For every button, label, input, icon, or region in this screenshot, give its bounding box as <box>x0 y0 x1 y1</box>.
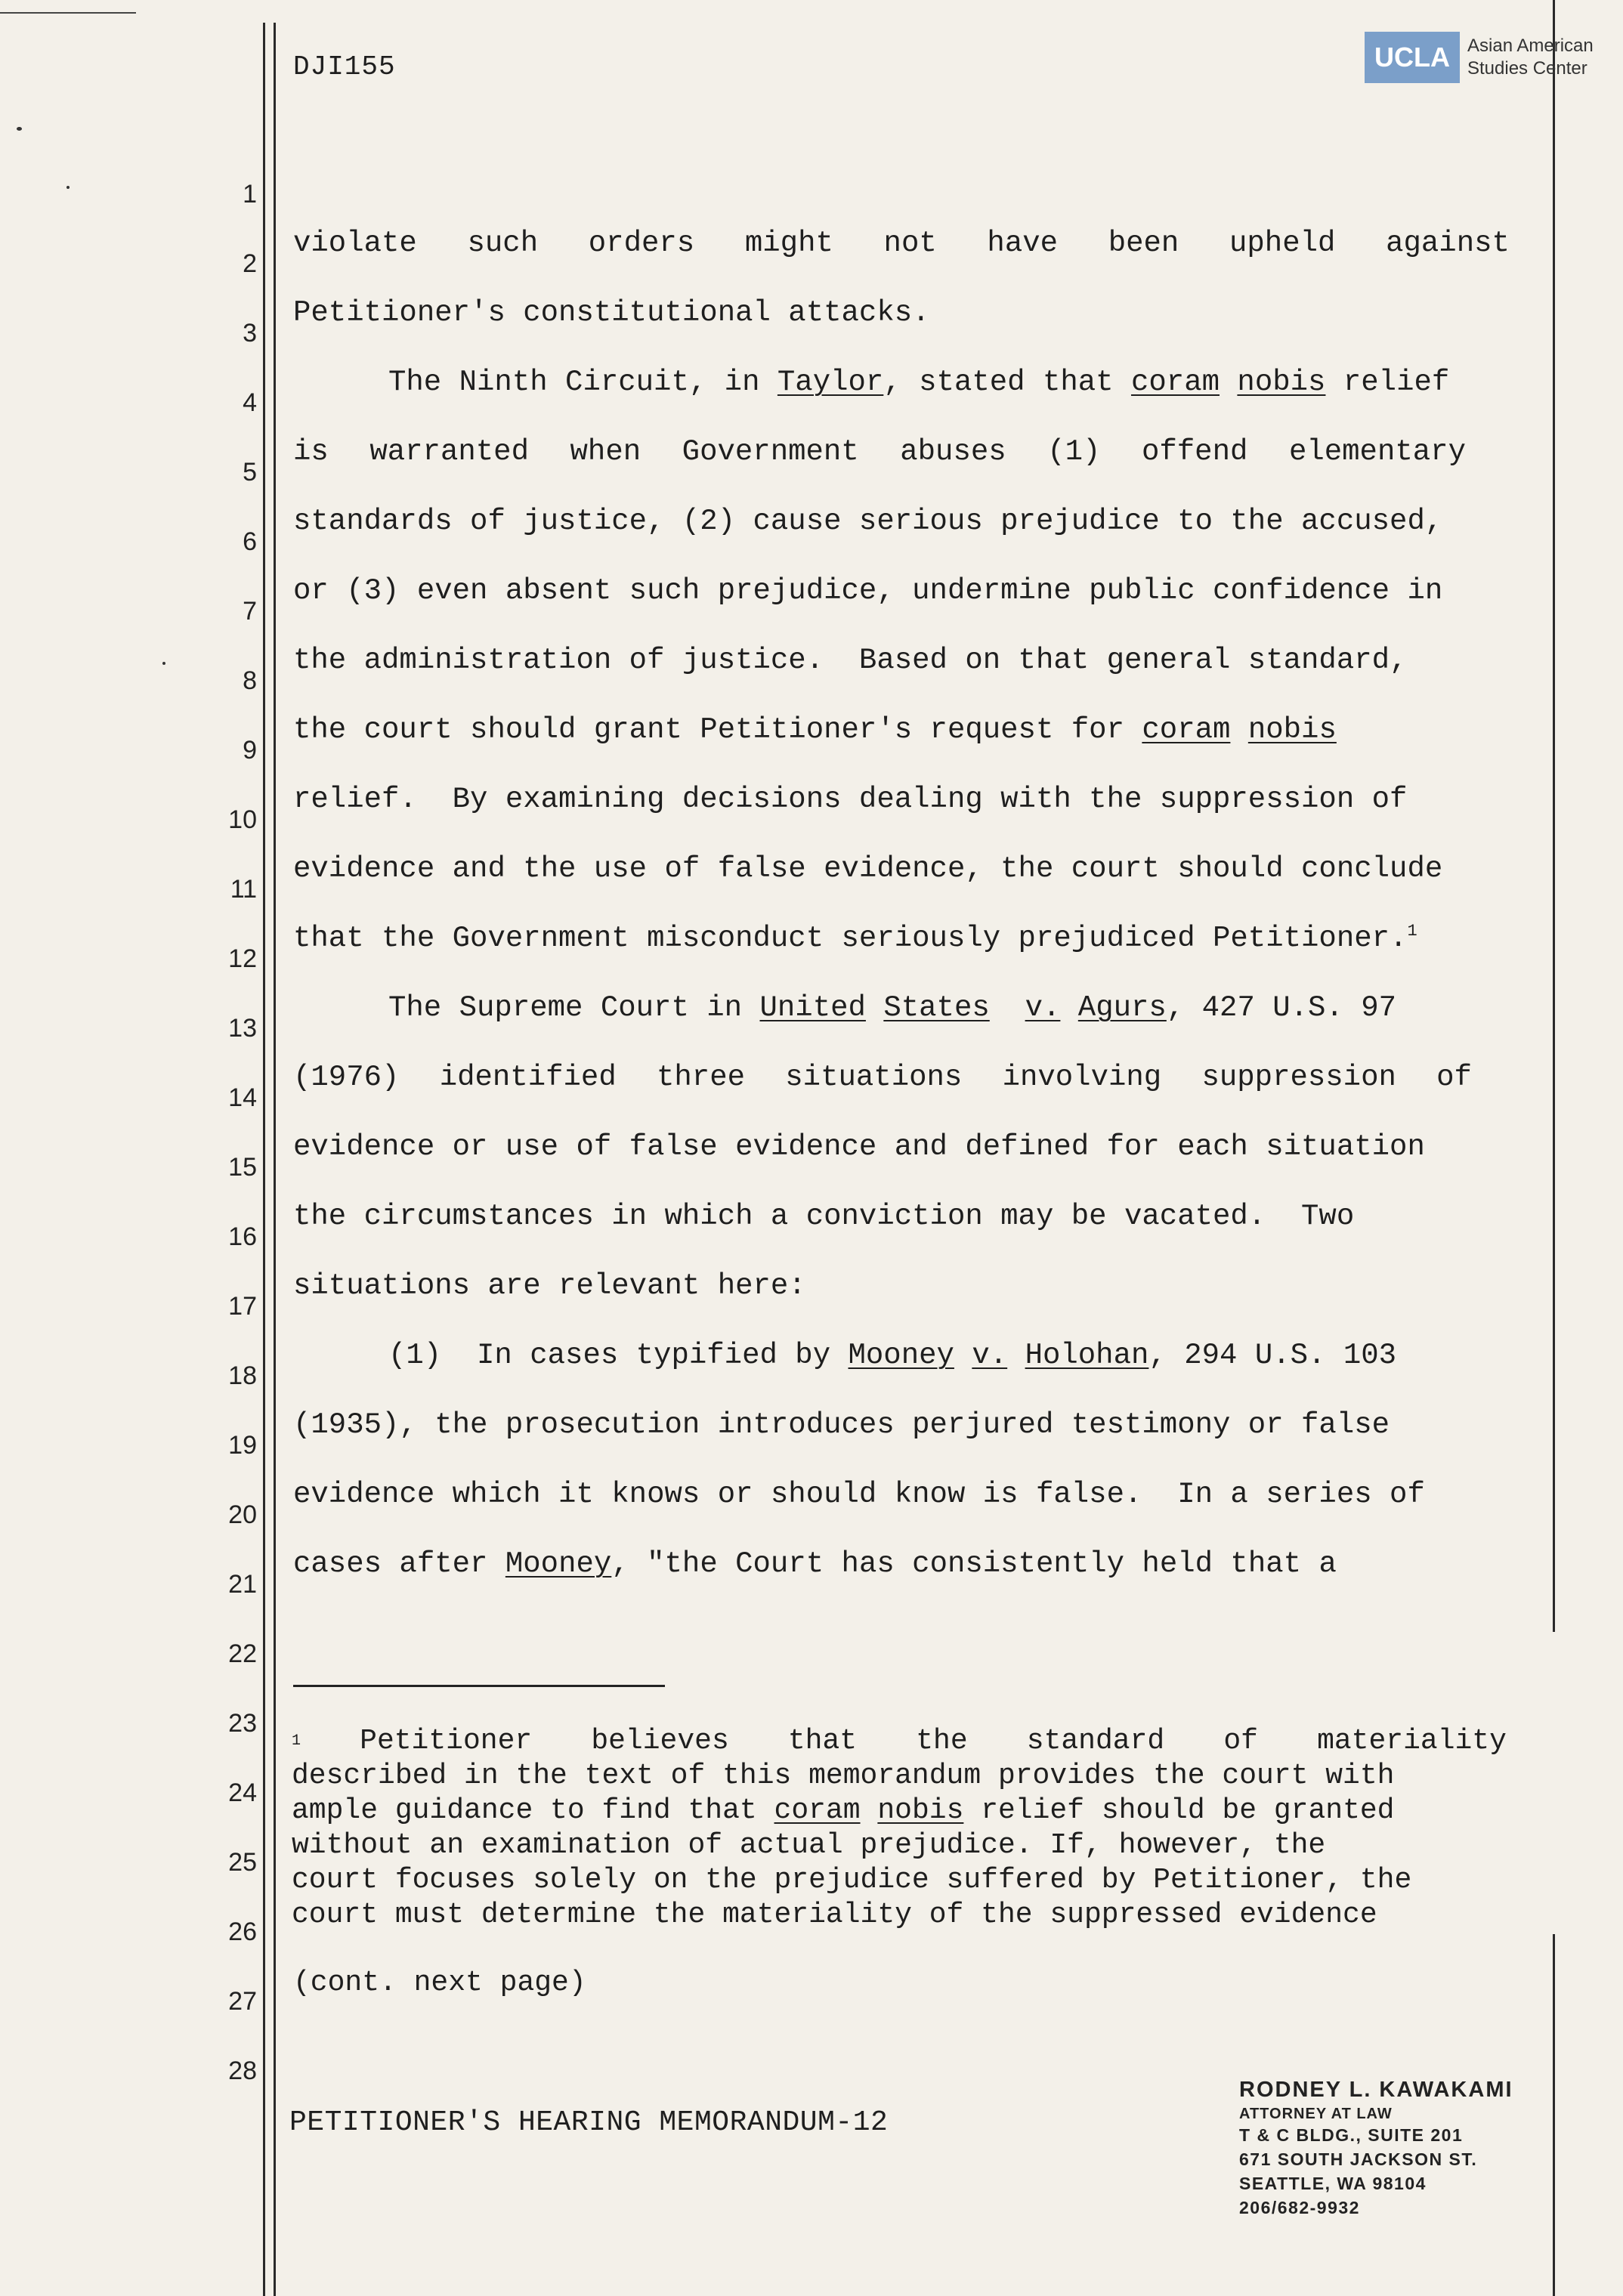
body-line-14: (1976) identified three situations involving suppression of <box>293 1061 1472 1094</box>
line-number: 19 <box>228 1431 257 1460</box>
body-line-19: (1935), the prosecution introduces perjured testimony or false <box>293 1408 1390 1442</box>
line-number: 26 <box>228 1917 257 1946</box>
scan-speck <box>162 662 165 665</box>
body-line-17: situations are relevant here: <box>293 1269 806 1303</box>
footnote-marker: 1 <box>292 1732 301 1750</box>
attorney-address-3: SEATTLE, WA 98104 <box>1239 2174 1427 2193</box>
ucla-logo-mark: UCLA <box>1365 32 1460 83</box>
line-number: 14 <box>228 1083 257 1112</box>
body-line-9: the court should grant Petitioner's request for coram nobis <box>293 713 1337 746</box>
body-line-3: Petitioner's constitutional attacks. <box>293 296 930 329</box>
footnote-line-5: court focuses solely on the prejudice suffered by Petitioner, the <box>292 1864 1412 1896</box>
line-number: 25 <box>228 1848 257 1877</box>
line-number: 2 <box>243 249 257 278</box>
line-number: 8 <box>243 666 257 695</box>
attorney-phone: 206/682-9932 <box>1239 2198 1360 2217</box>
body-line-10: relief. By examining decisions dealing with the suppression of <box>293 783 1408 816</box>
scan-speck <box>17 127 22 131</box>
body-line-16: the circumstances in which a conviction may be vacated. Two <box>293 1200 1355 1233</box>
left-margin-rule-inner <box>274 23 276 2296</box>
line-number: 1 <box>243 180 257 209</box>
footnote-separator <box>293 1685 665 1687</box>
body-line-21: cases after Mooney , "the Court has consistently held that a <box>293 1547 1337 1581</box>
body-line-18: (1) In cases typified by Mooney v. Holohan , 294 U.S. 103 <box>388 1339 1397 1372</box>
body-line-5: is warranted when Government abuses (1) offend elementary <box>293 435 1466 468</box>
body-line-11: evidence and the use of false evidence, the court should conclude <box>293 852 1443 885</box>
line-number: 4 <box>243 388 257 417</box>
line-number: 21 <box>228 1570 257 1599</box>
body-line-4: The Ninth Circuit, in Taylor , stated that coram nobis relief <box>388 366 1450 399</box>
attorney-name: RODNEY L. KAWAKAMI <box>1239 2078 1513 2102</box>
attorney-address-1: T & C BLDG., SUITE 201 <box>1239 2125 1464 2145</box>
footnote-line-1: $^1$ Petitioner believes that the standard of materiality <box>292 1725 1507 1757</box>
footer-title: PETITIONER'S HEARING MEMORANDUM-12 <box>289 2106 889 2139</box>
attorney-address-2: 671 SOUTH JACKSON ST. <box>1239 2149 1478 2169</box>
line-number: 7 <box>243 597 257 626</box>
body-line-8: the administration of justice. Based on that general standard, <box>293 644 1408 677</box>
continuation-note: (cont. next page) <box>293 1967 586 1999</box>
body-line-7: or (3) even absent such prejudice, undermine public confidence in <box>293 574 1443 607</box>
footnote-line-6: court must determine the materiality of the suppressed evidence <box>292 1899 1377 1931</box>
line-number: 28 <box>228 2057 257 2085</box>
line-number: 3 <box>243 319 257 348</box>
line-number: 12 <box>228 944 257 973</box>
body-line-20: evidence which it knows or should know is false. In a series of <box>293 1478 1425 1511</box>
right-margin-rule-lower <box>1553 1934 1555 2296</box>
body-line-13: The Supreme Court in United States v. Agurs , 427 U.S. 97 <box>388 991 1397 1024</box>
line-number: 17 <box>228 1292 257 1321</box>
line-number: 24 <box>228 1778 257 1807</box>
body-line-2: violate such orders might not have been upheld against <box>293 227 1510 260</box>
line-number: 13 <box>228 1014 257 1043</box>
right-margin-rule <box>1553 0 1555 1632</box>
attorney-title: ATTORNEY AT LAW <box>1239 2106 1393 2122</box>
line-number: 22 <box>228 1639 257 1668</box>
line-number: 23 <box>228 1709 257 1738</box>
line-number: 20 <box>228 1500 257 1529</box>
body-line-15: evidence or use of false evidence and defined for each situation <box>293 1130 1425 1163</box>
line-number: 6 <box>243 527 257 556</box>
ucla-watermark <box>1365 32 1594 83</box>
line-number: 27 <box>228 1987 257 2016</box>
top-edge-mark <box>0 12 136 14</box>
line-number: 15 <box>228 1153 257 1182</box>
ucla-center-name: Asian American Studies Center <box>1467 36 1594 79</box>
footnote-ref: 1 <box>1407 922 1417 941</box>
body-line-6: standards of justice, (2) cause serious prejudice to the accused, <box>293 505 1443 538</box>
footnote-line-2: described in the text of this memorandum provides the court with <box>292 1760 1395 1792</box>
line-number: 10 <box>228 805 257 834</box>
line-number: 11 <box>230 875 257 904</box>
footnote-line-3: ample guidance to find that coram nobis relief should be granted <box>292 1794 1395 1827</box>
line-number: 18 <box>228 1361 257 1390</box>
scan-speck <box>66 186 70 189</box>
left-margin-rule <box>263 23 265 2296</box>
document-id: DJI155 <box>293 51 396 82</box>
line-number: 16 <box>228 1222 257 1251</box>
body-line-12: that the Government misconduct seriously prejudiced Petitioner. 1 <box>293 922 1417 955</box>
line-number: 9 <box>243 736 257 765</box>
line-number: 5 <box>243 458 257 487</box>
attorney-block <box>1239 2078 1513 2220</box>
footnote-line-4: without an examination of actual prejudice. If, however, the <box>292 1829 1326 1862</box>
